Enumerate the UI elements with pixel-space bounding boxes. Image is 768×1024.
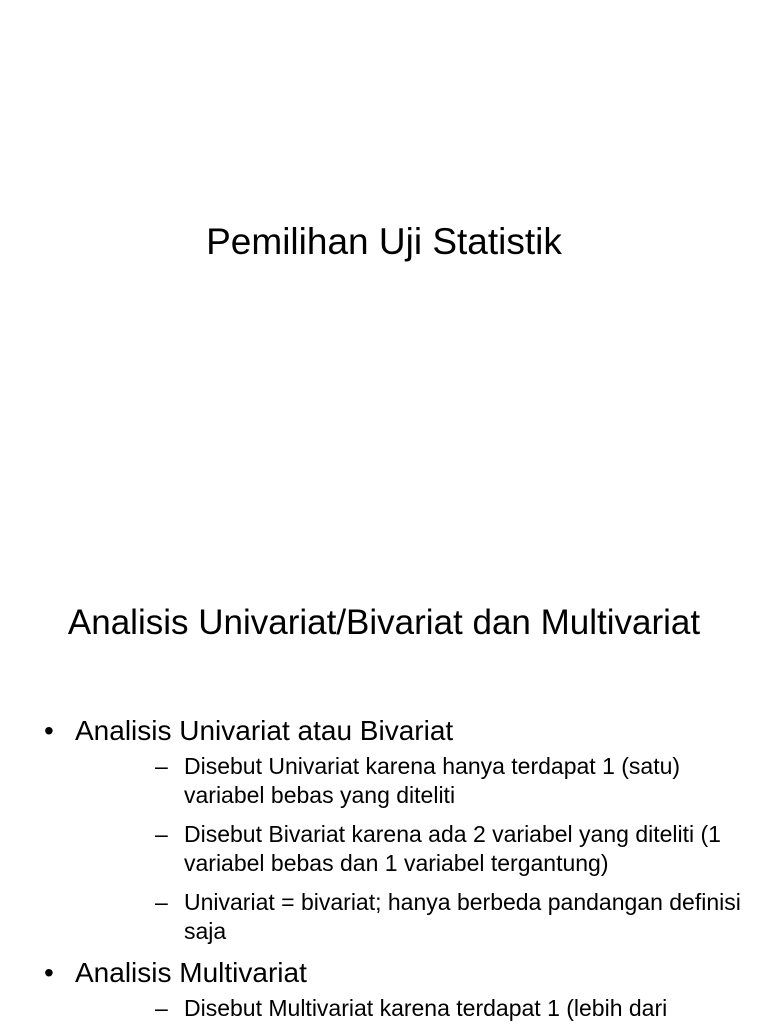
sub-bullet-text: Disebut Multivariat karena terdapat 1 (lebih dari (184, 995, 668, 1021)
dash-marker: – (155, 995, 168, 1021)
dash-marker: – (155, 821, 168, 847)
slide-1-title: Pemilihan Uji Statistik (206, 221, 562, 262)
bullet-list (0, 714, 768, 1024)
sub-bullet-item (75, 888, 768, 946)
sub-bullet-item (75, 752, 768, 810)
sub-bullet-text: Univariat = bivariat; hanya berbeda pandangan definisi saja (184, 889, 741, 944)
sub-bullet-list (75, 752, 768, 946)
sub-bullet-text: Disebut Univariat karena hanya terdapat 1 (satu) variabel bebas yang diteliti (184, 753, 681, 808)
bullet-marker: • (44, 715, 54, 746)
dash-marker: – (155, 889, 168, 915)
slide-2 (0, 576, 768, 1024)
sub-bullet-item (75, 820, 768, 878)
bullet-text: Analisis Multivariat (75, 957, 307, 988)
dash-marker: – (155, 753, 168, 779)
sub-bullet-item (75, 994, 768, 1023)
bullet-text: Analisis Univariat atau Bivariat (75, 715, 454, 746)
slide-2-title: Analisis Univariat/Bivariat dan Multivariat (67, 603, 701, 642)
bullet-item (0, 714, 768, 946)
bullet-item (0, 956, 768, 1023)
sub-bullet-list (75, 994, 768, 1023)
bullet-marker: • (44, 957, 54, 988)
sub-bullet-text: Disebut Bivariat karena ada 2 variabel yang diteliti (1 variabel bebas dan 1 variabel tergantung) (184, 821, 721, 876)
